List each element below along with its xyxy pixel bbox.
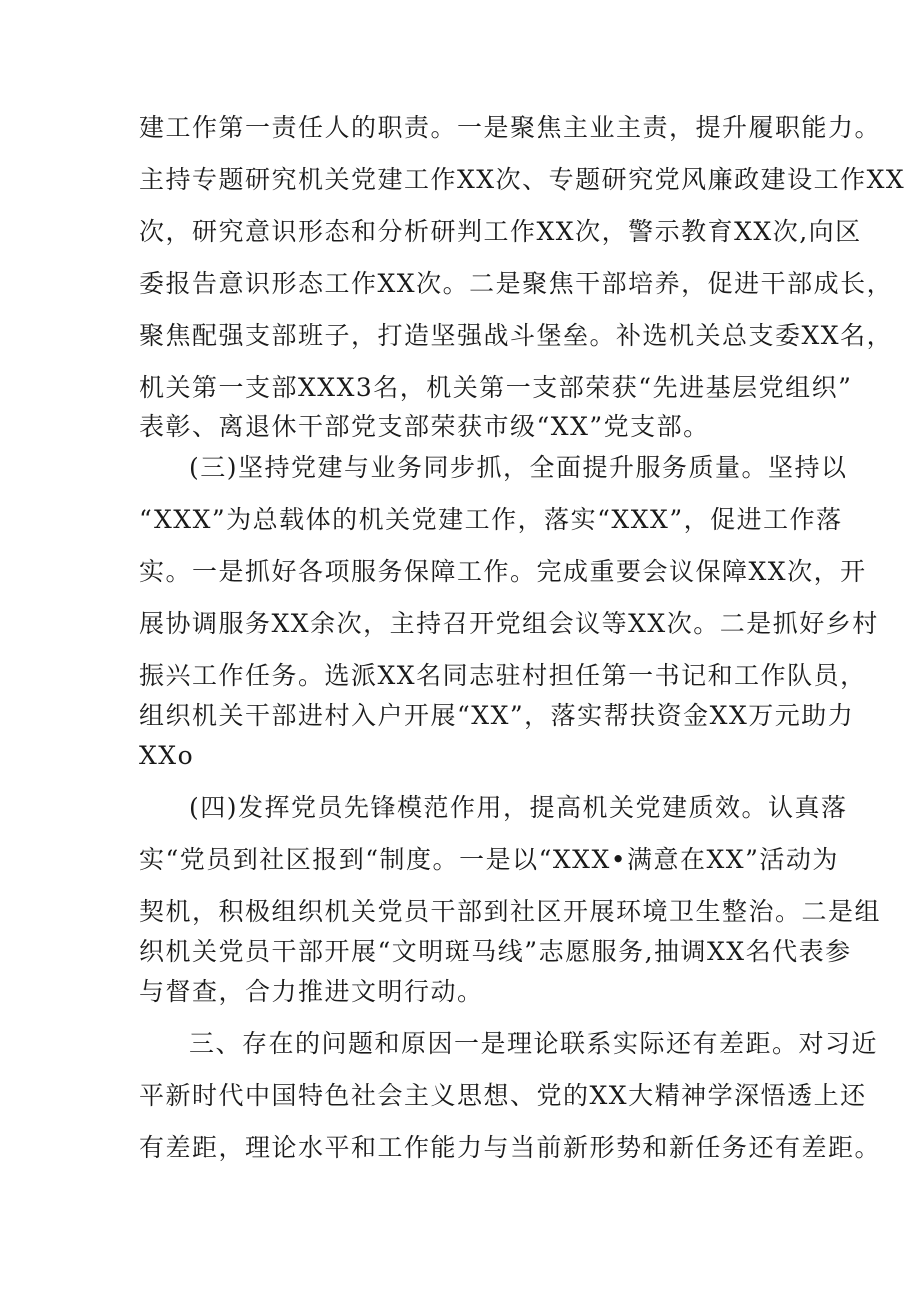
text-line: 与督查，合力推进文明行动。 <box>139 977 484 1006</box>
text-line: 展协调服务XX余次，主持召开党组会议等XX次。二是抓好乡村 <box>139 609 879 638</box>
text-line: “XXX”为总载体的机关党建工作，落实“XXX”，促进工作落 <box>139 505 843 534</box>
text-line: 次，研究意识形态和分析研判工作XX次，警示教育XX次,向区 <box>139 217 862 246</box>
text-line: 有差距，理论水平和工作能力与当前新形势和新任务还有差距。 <box>139 1133 882 1162</box>
text-line: 契机，积极组织机关党员干部到社区开展环境卫生整治。二是组 <box>139 897 882 926</box>
text-line: 三、存在的问题和原因一是理论联系实际还有差距。对习近 <box>189 1029 879 1058</box>
text-line: 建工作第一责任人的职责。一是聚焦主业主责，提升履职能力。 <box>139 113 882 142</box>
text-line: 机关第一支部XXX3名，机关第一支部荣获“先进基层党组织” <box>139 373 853 402</box>
text-line: 表彰、离退休干部党支部荣获市级“XX”党支部。 <box>139 412 710 441</box>
text-line: XXo <box>139 741 195 770</box>
text-line: (四)发挥党员先锋模范作用，提高机关党建质效。认真落 <box>189 793 848 822</box>
text-line: 织机关党员干部开展“文明斑马线”志愿服务,抽调XX名代表参 <box>139 937 852 966</box>
text-line: 振兴工作任务。选派XX名同志驻村担任第一书记和工作队员， <box>139 661 867 690</box>
text-line: (三)坚持党建与业务同步抓，全面提升服务质量。坚持以 <box>189 453 848 482</box>
text-line: 实。一是抓好各项服务保障工作。完成重要会议保障XX次，开 <box>139 557 867 586</box>
text-line: 实“党员到社区报到“制度。一是以“XXX•满意在XX”活动为 <box>139 845 839 874</box>
text-line: 聚焦配强支部班子，打造坚强战斗堡垒。补选机关总支委XX名， <box>139 321 894 350</box>
text-line: 委报告意识形态工作XX次。二是聚焦干部培养，促进干部成长， <box>139 269 894 298</box>
text-line: 主持专题研究机关党建工作XX次、专题研究党风廉政建设工作XX <box>139 165 906 194</box>
text-line: 平新时代中国特色社会主义思想、党的XX大精神学深悟透上还 <box>139 1081 867 1110</box>
text-line: 组织机关干部进村入户开展“XX”，落实帮扶资金XX万元助力 <box>139 701 855 730</box>
